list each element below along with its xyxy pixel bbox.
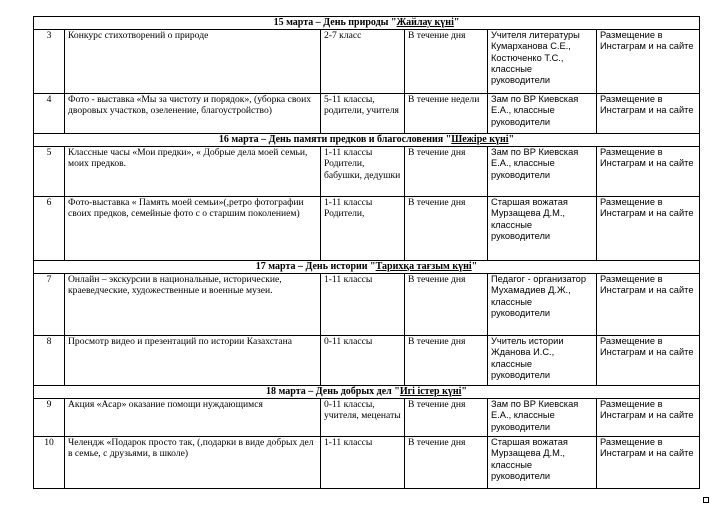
timing-cell: В течение дня: [405, 197, 488, 261]
timing-cell: В течение дня: [405, 336, 488, 386]
responsible-cell: Зам по ВР Киевская Е.А., классные руководители: [488, 147, 597, 197]
participants-cell: 1-11 классы: [321, 437, 405, 489]
event-plan-table: [33, 16, 700, 489]
table-row: [34, 437, 700, 489]
participants-cell: 0-11 классы, учителя, меценаты: [321, 399, 405, 437]
row-number: 10: [34, 437, 65, 489]
responsible-cell: Учитель истории Жданова И.С., классные руководители: [488, 336, 597, 386]
placement-cell: Размещение в Инстаграм и на сайте: [597, 437, 700, 489]
section-title: 18 марта – День добрых дел "Игі істер күні": [34, 386, 700, 399]
row-number: 4: [34, 94, 65, 134]
section-title: 15 марта – День природы "Жайлау күні": [34, 17, 700, 30]
timing-cell: В течение дня: [405, 147, 488, 197]
timing-cell: В течение дня: [405, 30, 488, 94]
responsible-cell: Зам по ВР Киевская Е.А., классные руководители: [488, 399, 597, 437]
row-number: 5: [34, 147, 65, 197]
timing-cell: В течение недели: [405, 94, 488, 134]
row-number: 6: [34, 197, 65, 261]
table-row: [34, 399, 700, 437]
placement-cell: Размещение в Инстаграм и на сайте: [597, 94, 700, 134]
row-number: 7: [34, 274, 65, 336]
event-cell: Конкурс стихотворений о природе: [65, 30, 321, 94]
section-date: 16 марта – День памяти предков и благословения ": [218, 134, 452, 145]
section-header: [34, 17, 700, 30]
event-cell: Фото - выставка «Мы за чистоту и порядок», (уборка своих дворовых участков, озеленение, благоустройство): [65, 94, 321, 134]
row-number: 9: [34, 399, 65, 437]
participants-cell: 5-11 классы, родители, учителя: [321, 94, 405, 134]
placement-cell: Размещение в Инстаграм и на сайте: [597, 274, 700, 336]
responsible-cell: Педагог - организатор Мухамадиев Д.Ж., классные руководители: [488, 274, 597, 336]
event-cell: Классные часы «Мои предки», « Добрые дела моей семьи, моих предков.: [65, 147, 321, 197]
participants-cell: 1-11 классы Родители, бабушки, дедушки: [321, 147, 405, 197]
section-title: 17 марта – День истории "Тарихқа тағзым күні": [34, 261, 700, 274]
section-title: 16 марта – День памяти предков и благословения "Шежіре күні": [34, 134, 700, 147]
placement-cell: Размещение в Инстаграм и на сайте: [597, 336, 700, 386]
responsible-cell: Зам по ВР Киевская Е.А., классные руководители: [488, 94, 597, 134]
participants-cell: 0-11 классы: [321, 336, 405, 386]
participants-cell: 1-11 классы Родители,: [321, 197, 405, 261]
placement-cell: Размещение в Инстаграм и на сайте: [597, 399, 700, 437]
row-number: 8: [34, 336, 65, 386]
event-cell: Онлайн – экскурсии в национальные, исторические, краеведческие, художественные и военные музеи.: [65, 274, 321, 336]
timing-cell: В течение дня: [405, 399, 488, 437]
participants-cell: 2-7 класс: [321, 30, 405, 94]
section-header: [34, 386, 700, 399]
section-theme: Игі істер күні: [399, 386, 462, 397]
event-cell: Челендж «Подарок просто так, (,подарки в виде добрых дел в семье, с друзьями, в школе): [65, 437, 321, 489]
section-date: 15 марта – День природы ": [273, 17, 397, 28]
timing-cell: В течение дня: [405, 274, 488, 336]
timing-cell: В течение дня: [405, 437, 488, 489]
table-row: [34, 147, 700, 197]
table-row: [34, 336, 700, 386]
table-row: [34, 274, 700, 336]
section-date: 17 марта – День истории ": [255, 261, 376, 272]
section-theme: Шежіре күні: [451, 134, 509, 145]
placement-cell: Размещение в Инстаграм и на сайте: [597, 197, 700, 261]
participants-cell: 1-11 классы: [321, 274, 405, 336]
placement-cell: Размещение в Инстаграм и на сайте: [597, 30, 700, 94]
responsible-cell: Старшая вожатая Мурзащева Д.М., классные руководители: [488, 197, 597, 261]
responsible-cell: Старшая вожатая Мурзащева Д.М., классные руководители: [488, 437, 597, 489]
row-number: 3: [34, 30, 65, 94]
placement-cell: Размещение в Инстаграм и на сайте: [597, 147, 700, 197]
event-cell: Просмотр видео и презентаций по истории Казахстана: [65, 336, 321, 386]
event-cell: Акция «Асар» оказание помощи нуждающимся: [65, 399, 321, 437]
event-cell: Фото-выставка « Память моей семьи»(,ретро фотографии своих предков, семейные фото с о старшим поколением): [65, 197, 321, 261]
section-header: [34, 261, 700, 274]
section-date: 18 марта – День добрых дел ": [266, 386, 400, 397]
table-row: [34, 197, 700, 261]
section-header: [34, 134, 700, 147]
section-theme: Тарихқа тағзым күні: [375, 261, 472, 272]
responsible-cell: Учителя литературы Кумарханова С.Е., Костюченко Т.С., классные руководители: [488, 30, 597, 94]
table-row: [34, 30, 700, 94]
table-row: [34, 94, 700, 134]
end-of-cell-marker: [703, 497, 709, 503]
section-theme: Жайлау күні: [396, 17, 454, 28]
